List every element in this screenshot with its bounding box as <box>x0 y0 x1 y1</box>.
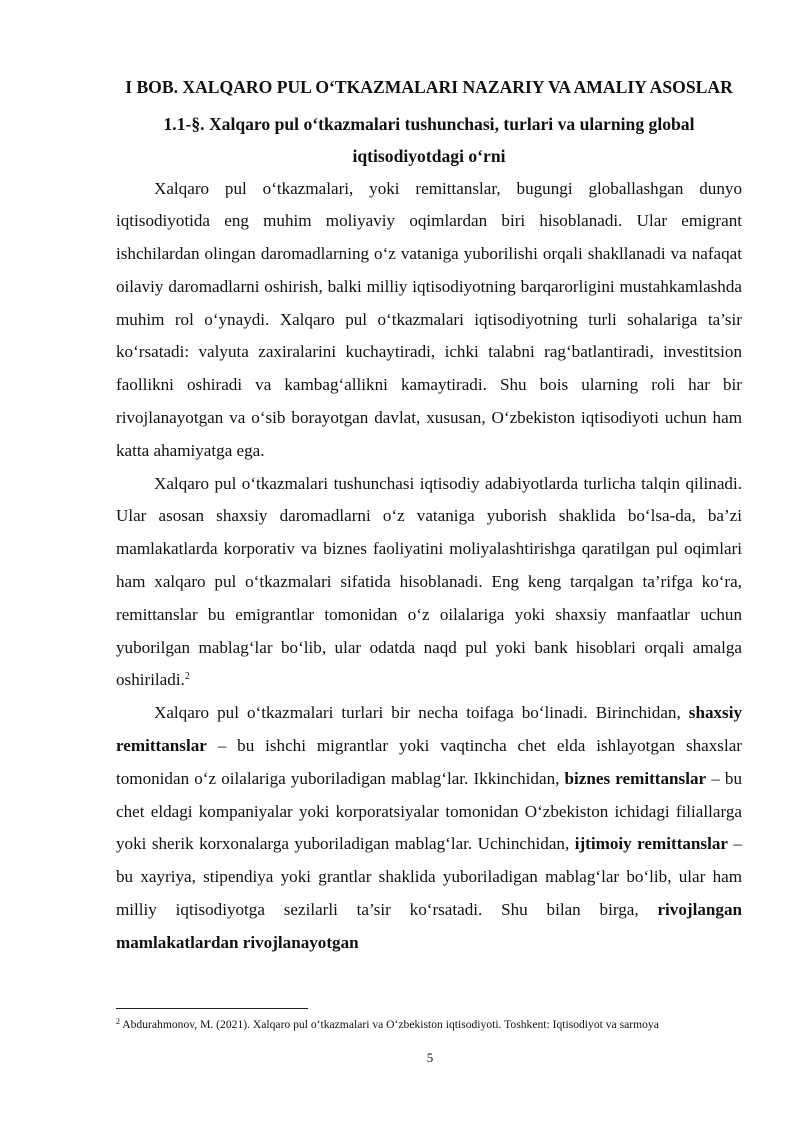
page-number: 5 <box>426 1050 434 1065</box>
page-content <box>116 71 742 960</box>
paragraph-3-text-3: – bu chet eldagi kompaniyalar yoki korporatsiyalar tomonidan O‘zbekiston ichidagi filiallarga yoki sherik korxonalarga yuboriladigan mablag‘lar. Uchinchidan, <box>116 768 743 854</box>
footnote <box>116 1017 716 1033</box>
term-developed-to-developing: rivojlangan mamlakatlardan rivojlanayotgan <box>116 900 742 952</box>
paragraph-3 <box>116 697 742 959</box>
footnote-separator <box>116 1008 308 1009</box>
chapter-title: I BOB. XALQARO PUL O‘TKAZMALARI NAZARIY VA AMALIY ASOSLAR <box>125 77 733 97</box>
paragraph-3-text-4: – bu xayriya, stipendiya yoki grantlar shaklida yuboriladigan mablag‘lar bo‘lib, ular ham milliy iqtisodiyotga sezilarli ta’sir ko‘rsatadi. Shu bilan birga, <box>116 834 742 920</box>
term-personal-remittances: shaxsiy remittanslar <box>116 703 742 756</box>
paragraph-2-text: Xalqaro pul o‘tkazmalari tushunchasi iqtisodiy adabiyotlarda turlicha talqin qilinadi. Ular asosan shaxsiy daromadlarni o‘z vataniga yuborish shaklida bo‘lsa-da, ba’zi mamlakatlarda korporativ va biznes faoliyatini moliyalashtirishga qaratilgan pul oqimlari ham xalqaro pul o‘tkazmalari sifatida hisoblanadi. Eng keng tarqalgan ta’rifga ko‘ra, remittanslar bu emigrantlar tomonidan o‘z oilalariga yoki shaxsiy manfaatlar uchun yuborilgan mablag‘lar bo‘lib, ular odatda naqd pul yoki bank hisoblari orqali amalga oshiriladi. <box>116 473 742 690</box>
term-business-remittances: biznes remittanslar <box>564 768 707 788</box>
footnote-number: 2 <box>116 1017 120 1026</box>
paragraph-1: Xalqaro pul o‘tkazmalari, yoki remittanslar, bugungi globallashgan dunyo iqtisodiyotida eng muhim moliyaviy oqimlardan biri hisoblanadi. Ular emigrant ishchilardan olingan daromadlarning o‘z vataniga yuborilishi orqali shakllanadi va nafaqat oilaviy daromadlarni oshirish, balki milliy iqtisodiyotning barqarorligini mustahkamlashda muhim rol o‘ynaydi. Xalqaro pul o‘tkazmalari iqtisodiyotning turli sohalariga ta’sir ko‘rsatadi: valyuta zaxiralarini kuchaytiradi, ichki talabni rag‘batlantiradi, investitsion faollikni oshiradi va kambag‘allikni kamaytiradi. Shu bois ularning roli har bir rivojlanayotgan va o‘sib borayotgan davlat, xususan, O‘zbekiston iqtisodiyoti uchun ham katta ahamiyatga ega. <box>116 178 742 460</box>
section-title: 1.1-§. Xalqaro pul o‘tkazmalari tushunchasi, turlari va ularning global iqtisodiyotdagi o‘rni <box>163 113 695 166</box>
paragraph-3-text-2: – bu ishchi migrantlar yoki vaqtincha chet elda ishlayotgan shaxslar tomonidan o‘z oilalariga yuboriladigan mablag‘lar. Ikkinchidan, <box>116 736 742 788</box>
footnote-reference[interactable]: 2 <box>184 671 190 683</box>
term-social-remittances: ijtimoiy remittanslar <box>574 834 728 854</box>
paragraph-3-text-1: Xalqaro pul o‘tkazmalari turlari bir necha toifaga bo‘linadi. Birinchidan, <box>154 703 689 723</box>
footnote-text: Abdurahmonov, M. (2021). Xalqaro pul o‘tkazmalari va O‘zbekiston iqtisodiyoti. Toshkent: Iqtisodiyot va sarmoya <box>122 1018 659 1031</box>
paragraph-2 <box>116 468 742 698</box>
